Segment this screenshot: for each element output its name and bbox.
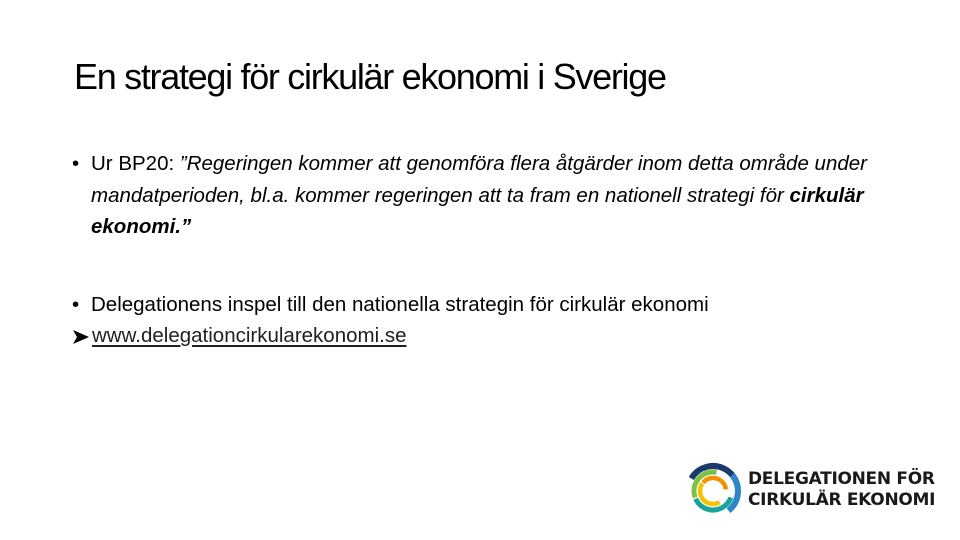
arrow-bullet-icon	[72, 329, 90, 345]
logo-line-2: CIRKULÄR EKONOMI	[748, 490, 936, 510]
logo-line-1: DELEGATIONEN FÖR	[748, 469, 935, 489]
logo-wordmark	[748, 469, 935, 511]
circular-swirl-icon	[684, 462, 742, 520]
bullet-dot: •	[72, 152, 80, 175]
spacer	[72, 243, 892, 289]
slide-title: En strategi för cirkulär ekonomi i Sverige	[74, 56, 666, 97]
delegation-website-link[interactable]: www.delegationcirkularekonomi.se	[92, 324, 407, 347]
bullet-item-delegation	[72, 289, 892, 321]
bp20-quote: ”Regeringen kommer att genomföra flera åtgärder inom detta område under mandatperioden, bl.a. kommer regeringen att ta fram en nationell strategi för	[91, 152, 867, 207]
bp20-quote-emphasis: cirkulär ekonomi.”	[91, 183, 864, 238]
bullet-dot: •	[72, 292, 80, 316]
bullet-item-bp20	[72, 148, 892, 243]
delegation-logo	[680, 460, 940, 522]
link-line	[72, 320, 892, 352]
bullet-text: Delegationens inspel till den nationella strategin för cirkulär ekonomi	[91, 292, 709, 316]
bullet-prefix: Ur BP20:	[91, 152, 180, 175]
slide-body	[72, 148, 892, 352]
